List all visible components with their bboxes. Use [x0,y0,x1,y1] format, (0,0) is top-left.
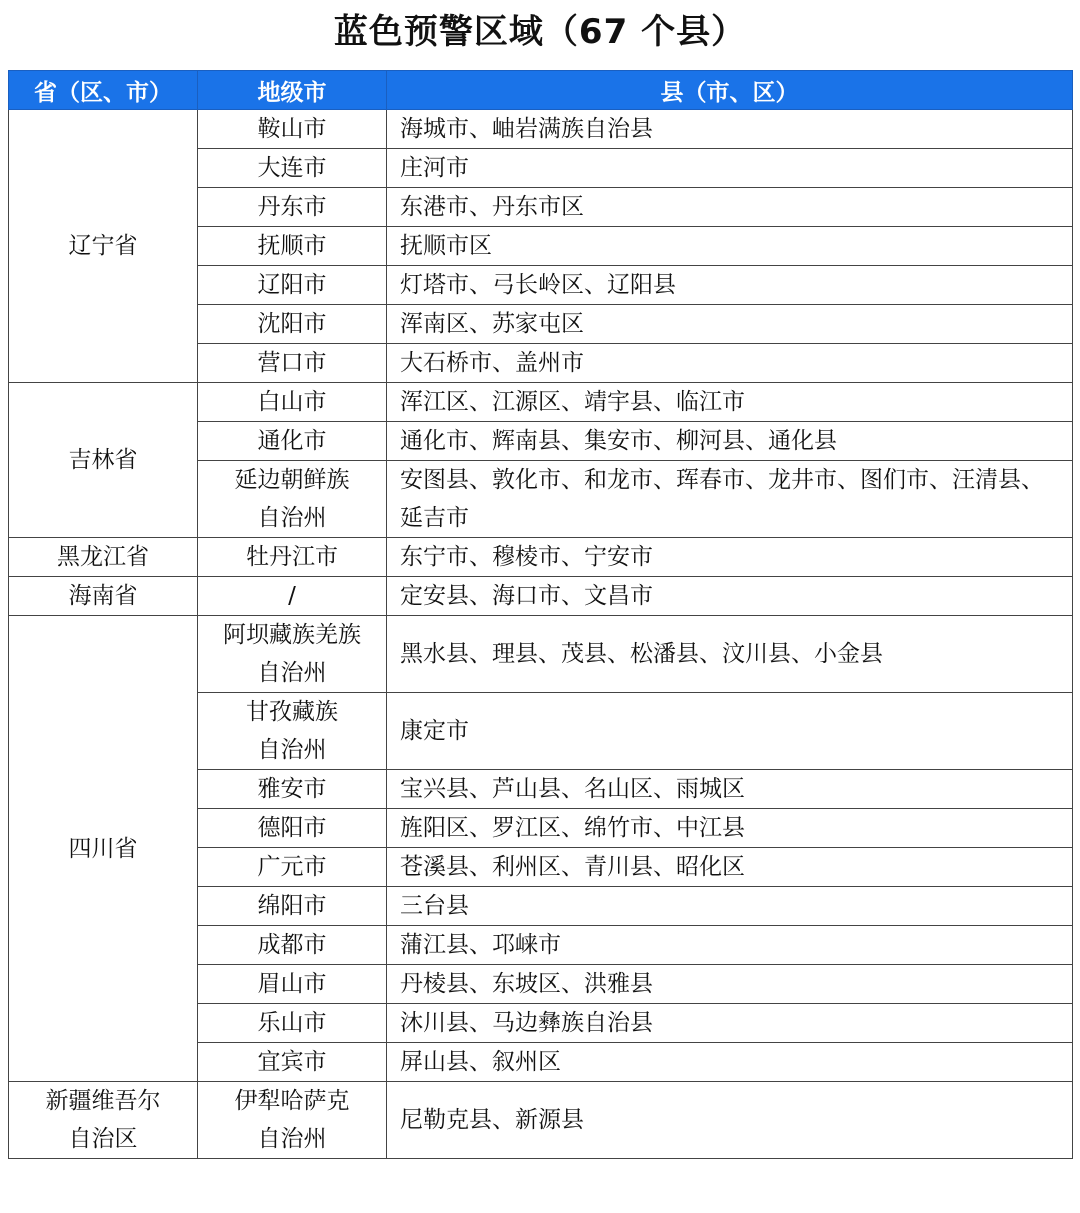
city-cell [198,616,387,693]
cell-text-line: 安图县、敦化市、和龙市、珲春市、龙井市、图们市、汪清县、 [400,467,1044,493]
table-row [9,577,1073,616]
province-cell [9,616,198,1082]
table-row [9,538,1073,577]
county-cell: 通化市、辉南县、集安市、柳河县、通化县 [387,422,1073,461]
city-cell [198,809,387,848]
cell-text-line: 宜宾市 [257,1049,327,1075]
city-cell [198,149,387,188]
cell-text-line: 广元市 [257,854,327,880]
city-cell [198,188,387,227]
county-cell: 浑南区、苏家屯区 [387,305,1073,344]
cell-text-line: 德阳市 [257,815,327,841]
city-cell [198,1082,387,1159]
city-cell [198,538,387,577]
cell-text-line: 通化市 [257,428,327,454]
table-row [9,616,1073,693]
city-cell [198,227,387,266]
county-cell: 旌阳区、罗江区、绵竹市、中江县 [387,809,1073,848]
cell-text-line: 牡丹江市 [246,544,338,570]
cell-text-line: 大连市 [257,155,327,181]
city-cell [198,266,387,305]
cell-text-line: 延边朝鲜族 [234,467,350,493]
cell-text-line: 甘孜藏族 [246,699,338,725]
city-cell [198,422,387,461]
cell-text-line: 伊犁哈萨克 [234,1088,350,1114]
cell-text-line: 辽宁省 [68,233,138,259]
city-cell [198,305,387,344]
warning-region-table [8,70,1073,1159]
table-row [9,110,1073,149]
table-row [9,383,1073,422]
province-cell [9,1082,198,1159]
city-cell [198,693,387,770]
county-cell: 蒲江县、邛崃市 [387,926,1073,965]
city-cell [198,1004,387,1043]
city-cell [198,887,387,926]
cell-text-line: 自治区 [68,1126,138,1152]
county-cell: 浑江区、江源区、靖宇县、临江市 [387,383,1073,422]
county-cell: 东港市、丹东市区 [387,188,1073,227]
cell-text-line: 自治州 [257,1126,327,1152]
city-cell [198,461,387,538]
province-cell [9,577,198,616]
province-cell [9,538,198,577]
county-cell: 三台县 [387,887,1073,926]
province-cell [9,383,198,538]
table-row [9,1082,1073,1159]
header-county: 县（市、区） [387,71,1073,110]
county-cell: 尼勒克县、新源县 [387,1082,1073,1159]
cell-text-line: 鞍山市 [257,116,327,142]
cell-text-line: 沈阳市 [257,311,327,337]
city-cell [198,344,387,383]
cell-text-line: 眉山市 [257,971,327,997]
county-cell: 定安县、海口市、文昌市 [387,577,1073,616]
county-cell: 丹棱县、东坡区、洪雅县 [387,965,1073,1004]
county-cell: 海城市、岫岩满族自治县 [387,110,1073,149]
cell-text-line: 绵阳市 [257,893,327,919]
county-cell: 黑水县、理县、茂县、松潘县、汶川县、小金县 [387,616,1073,693]
cell-text-line: 营口市 [257,350,327,376]
county-cell: 东宁市、穆棱市、宁安市 [387,538,1073,577]
city-cell [198,965,387,1004]
cell-text-line: 延吉市 [400,505,469,531]
cell-text-line: 四川省 [68,835,138,862]
cell-text-line: 辽阳市 [257,272,327,298]
cell-text-line: 海南省 [68,583,138,609]
city-cell [198,770,387,809]
city-cell [198,926,387,965]
county-cell: 屏山县、叙州区 [387,1043,1073,1082]
cell-text-line: 黑龙江省 [57,544,149,570]
county-cell: 沐川县、马边彝族自治县 [387,1004,1073,1043]
province-cell [9,110,198,383]
cell-text-line: 自治州 [257,505,327,531]
cell-text-line: 成都市 [257,932,327,958]
county-cell: 庄河市 [387,149,1073,188]
city-cell [198,577,387,616]
table-header-row [9,71,1073,110]
cell-text-line: 自治州 [257,737,327,763]
page-title: 蓝色预警区域（67 个县） [333,12,747,52]
header-city: 地级市 [198,71,387,110]
header-province: 省（区、市） [9,71,198,110]
county-cell: 康定市 [387,693,1073,770]
cell-text-line: 阿坝藏族羌族 [223,622,361,648]
city-cell [198,110,387,149]
county-cell: 大石桥市、盖州市 [387,344,1073,383]
county-cell: 灯塔市、弓长岭区、辽阳县 [387,266,1073,305]
cell-text-line: 白山市 [257,389,327,415]
county-cell [387,461,1073,538]
city-cell [198,848,387,887]
county-cell: 抚顺市区 [387,227,1073,266]
cell-text-line: 雅安市 [257,776,327,802]
cell-text-line: 丹东市 [257,194,327,220]
city-cell [198,1043,387,1082]
cell-text-line: 吉林省 [68,447,138,473]
cell-text-line: 新疆维吾尔 [45,1088,161,1114]
county-cell: 苍溪县、利州区、青川县、昭化区 [387,848,1073,887]
county-cell: 宝兴县、芦山县、名山区、雨城区 [387,770,1073,809]
cell-text-line: 自治州 [257,660,327,686]
table-body [9,110,1073,1159]
cell-text-line: / [288,583,296,609]
city-cell [198,383,387,422]
cell-text-line: 乐山市 [257,1010,327,1036]
cell-text-line: 抚顺市 [257,233,327,259]
